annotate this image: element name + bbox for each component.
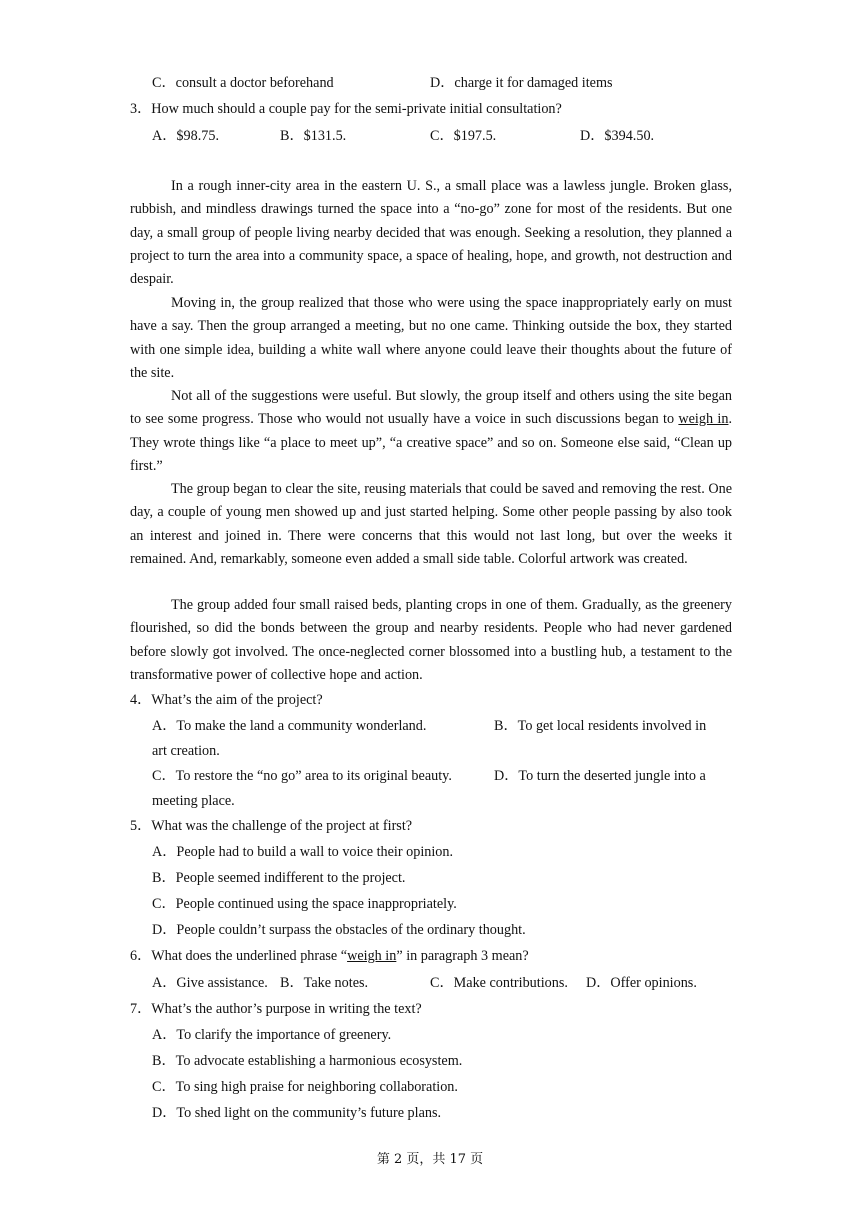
underlined-phrase-weigh-in: weigh in: [678, 411, 729, 428]
q5-option-c: C．People continued using the space inappropriately.: [152, 896, 457, 912]
paragraph-3-text-end: . They wrote things like “a place to meet up”, “a creative space” and so on. Someone else said, “Clean up first.”: [130, 411, 732, 474]
q4-option-d-continued: meeting place.: [152, 793, 235, 809]
q3-option-d: D．$394.50.: [580, 128, 655, 144]
q6-underlined-phrase: weigh in: [347, 948, 397, 964]
q6-option-c: C．Make contributions.: [430, 975, 568, 991]
q3-stem: 3．How much should a couple pay for the semi-private initial consultation?: [130, 101, 562, 117]
passage-paragraph-2: Moving in, the group realized that those who were using the space inappropriately early on must have a say. Then the group arranged a meeting, but no one came. Thinking outside the box, they started with one simple idea, building a white wall where anyone could leave their thoughts about the future of the site.: [130, 295, 732, 381]
q4-option-b-continued: art creation.: [152, 743, 220, 759]
q6-stem-end: ” in paragraph 3 mean?: [396, 948, 529, 964]
passage-paragraph-4: The group began to clear the site, reusing materials that could be saved and removing the rest. One day, a couple of young men showed up and just started helping. Some other people passing by also took an interest and joined in. There were concerns that this would not last long, but over the weeks it remained. And, remarkably, someone even added a small side table. Colorful artwork was created.: [130, 481, 732, 567]
q7-stem: 7．What’s the author’s purpose in writing the text?: [130, 1001, 422, 1017]
q2-option-c: C．consult a doctor beforehand: [152, 75, 334, 91]
q7-option-c: C．To sing high praise for neighboring collaboration.: [152, 1079, 458, 1095]
q3-option-b: B．$131.5.: [280, 128, 347, 144]
q4-stem: 4．What’s the aim of the project?: [130, 692, 323, 708]
q7-option-d: D．To shed light on the community’s future plans.: [152, 1105, 442, 1121]
q4-option-d: D．To turn the deserted jungle into a: [494, 768, 706, 784]
q6-stem-start: 6．What does the underlined phrase “: [130, 948, 348, 964]
q5-option-a: A．People had to build a wall to voice their opinion.: [152, 844, 454, 860]
q6-option-a: A．Give assistance.: [152, 975, 268, 991]
passage-paragraph-3: [130, 385, 732, 478]
q4-option-c: C．To restore the “no go” area to its original beauty.: [152, 768, 452, 784]
q5-option-d: D．People couldn’t surpass the obstacles of the ordinary thought.: [152, 922, 526, 938]
q2-option-d: D．charge it for damaged items: [430, 75, 613, 91]
q7-option-b: B．To advocate establishing a harmonious ecosystem.: [152, 1053, 463, 1069]
q4-option-a: A．To make the land a community wonderland.: [152, 718, 427, 734]
q5-stem: 5．What was the challenge of the project at first?: [130, 818, 413, 834]
page-number-footer: 第 2 页，共 17 页: [376, 1152, 484, 1167]
paragraph-3-text-start: Not all of the suggestions were useful. But slowly, the group itself and others using the site began to see some progress. Those who would not usually have a voice in such discussions began to: [130, 388, 732, 428]
q6-option-d: D．Offer opinions.: [586, 975, 697, 991]
q6-stem: [130, 947, 529, 966]
passage-paragraph-5: The group added four small raised beds, planting crops in one of them. Gradually, as the greenery flourished, so did the bonds between the group and nearby residents. People who had never gardened before slowly got involved. The once-neglected corner blossomed into a bustling hub, a testament to the transformative power of collective hope and action.: [130, 597, 732, 683]
passage-paragraph-1: In a rough inner-city area in the eastern U. S., a small place was a lawless jungle. Broken glass, rubbish, and mindless drawings turned the space into a “no-go” zone for most of the residents. But one day, a small group of people living nearby decided that was enough. Seeking a resolution, they planned a project to turn the area into a community space, a space of healing, hope, and growth, not destruction and despair.: [130, 178, 732, 288]
q3-option-c: C．$197.5.: [430, 128, 497, 144]
q6-option-b: B．Take notes.: [280, 975, 369, 991]
q5-option-b: B．People seemed indifferent to the project.: [152, 870, 406, 886]
q7-option-a: A．To clarify the importance of greenery.: [152, 1027, 392, 1043]
q4-option-b: B．To get local residents involved in: [494, 718, 707, 734]
q3-option-a: A．$98.75.: [152, 128, 219, 144]
